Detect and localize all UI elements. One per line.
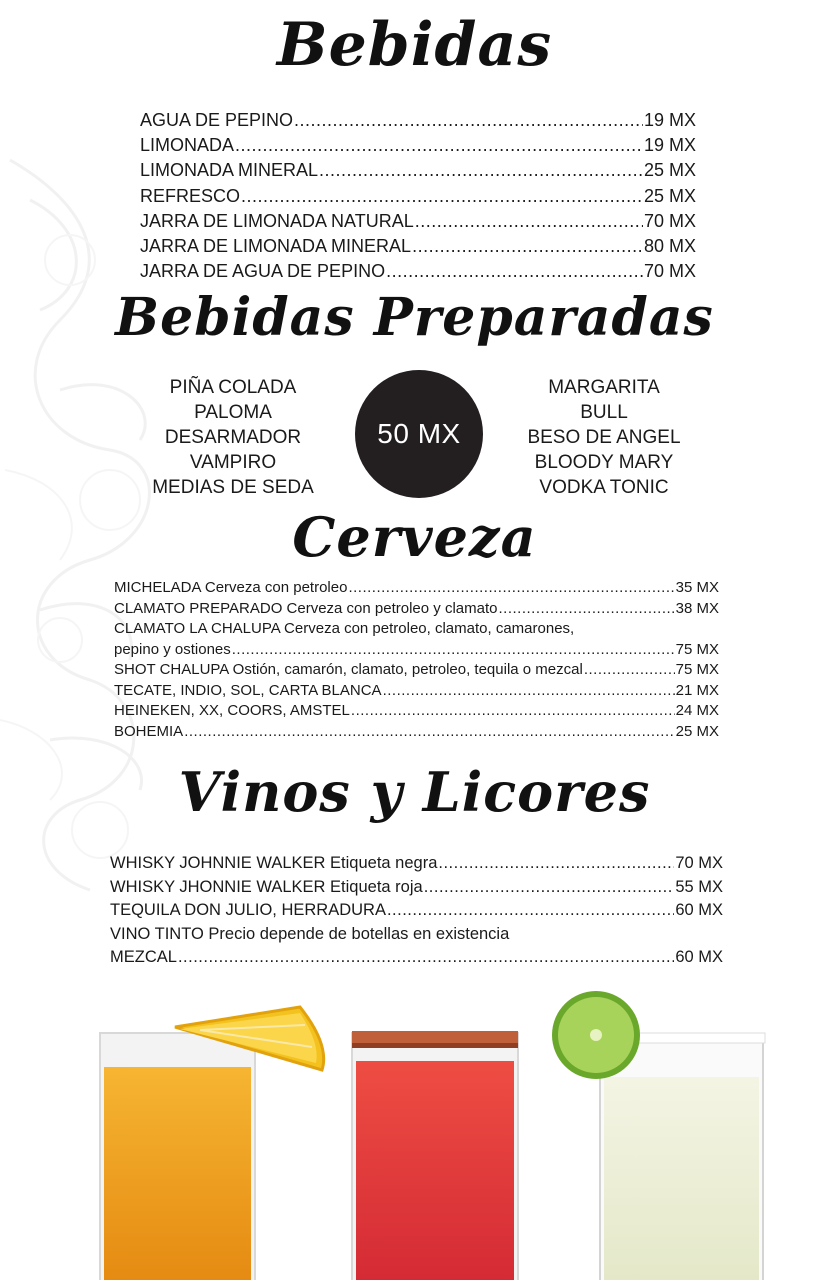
list-item [140,209,696,234]
lime-drink-glass [552,991,765,1280]
item-name: AGUA DE PEPINO [140,110,294,130]
list-item [110,876,723,900]
item-name: SHOT CHALUPA Ostión, camarón, clamato, petroleo, tequila o mezcal [114,661,583,678]
section-title-cerveza: Cerveza [292,505,537,569]
cerveza-list [114,578,719,742]
section-title-vinos: Vinos y Licores [178,760,651,824]
list-item [140,133,696,158]
item-price: 75 MX [675,640,719,658]
item-name: CLAMATO PREPARADO Cerveza con petroleo y clamato [114,599,498,617]
item-price: 24 MX [675,702,719,719]
list-item [140,259,696,284]
list-item: MARGARITA [548,377,660,398]
list-item: DESARMADOR [164,427,302,448]
list-item [140,184,696,209]
dot-leader [319,158,643,183]
item-name: pepino y ostiones [114,640,231,658]
dot-leader [415,209,643,234]
item-price: 70 MX [675,854,723,872]
orange-drink-glass [100,1007,324,1280]
list-item [110,899,723,923]
item-price: 21 MX [675,681,719,699]
section-title-preparadas: Bebidas Preparadas [115,287,714,348]
dot-leader [412,234,643,259]
item-name: BOHEMIA [114,722,184,740]
item-price: 38 MX [675,599,719,617]
item-price: 70 MX [643,210,696,231]
dot-leader [348,578,674,599]
list-item [110,923,723,947]
item-name: LIMONADA MINERAL [140,160,319,181]
item-name: JARRA DE LIMONADA NATURAL [140,210,414,231]
list-item: BULL [580,402,628,423]
dot-leader [498,599,674,620]
item-name: LIMONADA [140,135,235,156]
dot-leader [294,108,643,133]
list-item [114,681,719,702]
item-name: WHISKY JHONNIE WALKER Etiqueta roja [110,877,423,896]
dot-leader [386,259,643,284]
list-item: VODKA TONIC [539,477,669,498]
section-title-bebidas: Bebidas [276,10,553,80]
list-item [114,578,719,599]
price-badge-label: 50 MX [377,418,461,449]
item-name: CLAMATO LA CHALUPA Cerveza con petroleo, clamato, camarones, [114,620,575,637]
vinos-list [110,852,723,970]
item-name: REFRESCO [140,185,241,206]
list-item: VAMPIRO [189,452,277,473]
item-price: 60 MX [675,901,723,920]
red-drink-glass [352,1031,518,1280]
preparadas-left-column [133,375,333,500]
list-item: BLOODY MARY [534,452,674,473]
dot-leader [241,184,643,209]
item-name: JARRA DE LIMONADA MINERAL [140,236,412,257]
dot-leader [184,722,674,743]
item-name: MICHELADA Cerveza con petroleo [114,579,348,596]
list-item [114,722,719,743]
dot-leader [424,876,675,900]
price-badge [355,370,483,498]
list-item: PIÑA COLADA [169,377,297,398]
item-name: JARRA DE AGUA DE PEPINO [140,261,386,282]
bebidas-list [140,108,696,284]
list-item [114,619,719,640]
list-item [110,852,723,876]
item-price: 35 MX [675,579,719,596]
list-item: MEDIAS DE SEDA [152,477,314,498]
drinks-illustration [0,985,829,1280]
item-price: 75 MX [675,661,719,678]
item-price: 70 MX [643,261,696,282]
item-price: 19 MX [643,135,696,156]
dot-leader [232,640,675,661]
list-item [114,599,719,620]
list-item [140,234,696,259]
item-price: 19 MX [643,110,696,130]
dot-leader [584,660,675,681]
list-item: PALOMA [194,402,272,423]
item-price: 25 MX [643,185,696,206]
item-name: TEQUILA DON JULIO, HERRADURA [110,901,386,920]
item-price: 55 MX [675,877,723,896]
dot-leader [235,133,643,158]
dot-leader [351,701,675,722]
item-price: 25 MX [643,160,696,181]
item-name: WHISKY JOHNNIE WALKER Etiqueta negra [110,854,438,872]
item-name: HEINEKEN, XX, COORS, AMSTEL [114,702,350,719]
list-item [140,108,696,133]
list-item [140,158,696,183]
preparadas-right-column [504,375,704,500]
dot-leader [387,899,674,923]
list-item [114,660,719,681]
item-price: 60 MX [675,948,723,967]
dot-leader [178,946,674,970]
list-item: BESO DE ANGEL [527,427,681,448]
item-price: 80 MX [643,236,696,257]
list-item [110,946,723,970]
list-item [114,701,719,722]
item-name: TECATE, INDIO, SOL, CARTA BLANCA [114,681,382,699]
item-name: MEZCAL [110,948,177,967]
dot-leader [438,852,674,876]
list-item [114,640,719,661]
item-name: VINO TINTO Precio depende de botellas en existencia [110,924,510,943]
item-price: 25 MX [675,722,719,740]
dot-leader [383,681,675,702]
